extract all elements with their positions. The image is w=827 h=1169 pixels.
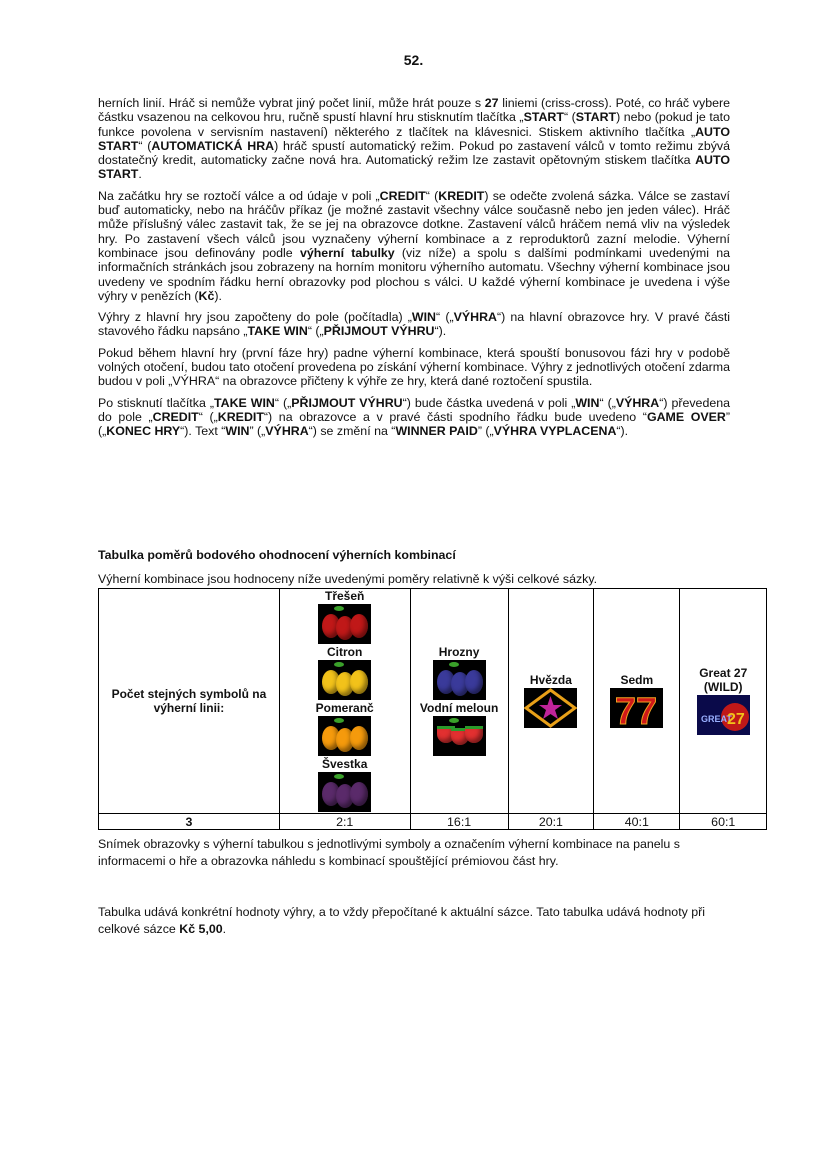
bold-text: KREDIT [438, 188, 485, 203]
bold-text: AUTOMATICKÁ HRA [151, 138, 275, 153]
text-run: “). [616, 424, 629, 439]
text-run: “ („ [198, 409, 218, 424]
text-run: “) bude částka uvedená v poli „ [402, 395, 576, 410]
bold-text: TAKE WIN [247, 324, 308, 339]
bold-text: WINNER PAID [395, 424, 478, 439]
svg-text:77: 77 [615, 691, 658, 728]
text-run: . [222, 922, 227, 936]
payout-ratio: 60:1 [680, 814, 767, 830]
hrozny-symbol-icon [433, 660, 486, 700]
text-run: ). [214, 288, 222, 303]
text-run: “) se změní na “ [308, 424, 396, 439]
note [98, 904, 738, 938]
payout-ratio: 2:1 [279, 814, 410, 830]
paragraph [98, 310, 730, 339]
text-run: Po stisknutí tlačítka „ [98, 395, 214, 410]
bold-text: KONEC HRY [106, 424, 181, 439]
bold-text: Kč [198, 288, 215, 303]
symbol-label: Třešeň [325, 589, 365, 603]
text-run: “ („ [307, 324, 324, 339]
symbol-count: 3 [99, 814, 280, 830]
symbol-cell [410, 589, 508, 814]
text-run: ) hráč spustí automatický režim. Pokud po zastavení válců v tomto režimu zbývá dostatečný kredit, automaticky začne nová hra. Automatický režim lze zastavit opětovným stiskem tlačítka [98, 138, 730, 168]
text-run: “). Text “ [180, 424, 226, 439]
section-title: Tabulka poměrů bodového ohodnocení výherních kombinací [98, 548, 456, 562]
symbol-label: Švestka [322, 757, 368, 771]
text-run: “ ( [563, 110, 576, 125]
text-run: ) nebo (pokud je tato funkce povolena v servisním nastavení) některého z tlačítek na klávesnici. Stiskem aktivního tlačítka „ [98, 110, 730, 139]
bold-text: CREDIT [379, 188, 426, 203]
bold-text: AUTO START [98, 153, 730, 182]
text-run: “ („ [436, 310, 454, 325]
text-run: “) převedena do pole „ [98, 395, 731, 424]
body-text [98, 96, 730, 446]
t-e-e--symbol-icon [318, 604, 371, 644]
text-run: herních linií. Hráč si nemůže vybrat jiný počet linií, může hrát pouze s [98, 96, 485, 110]
bold-text: WIN [411, 310, 437, 325]
bold-text: VÝHRA [265, 424, 309, 439]
text-run: “ ( [138, 138, 152, 153]
text-run: “ („ [274, 395, 292, 410]
bold-text: AUTO START [98, 124, 730, 153]
bold-text: Kč 5,00 [179, 922, 223, 936]
sedm-symbol-icon [610, 688, 663, 728]
bold-text: výherní tabulky [299, 245, 395, 260]
section-subtitle: Výherní kombinace jsou hodnoceny níže uvedenými poměry relativně k výši celkové sázky. [98, 572, 598, 586]
text-run: “ ( [425, 188, 439, 203]
bold-text: WIN [575, 395, 600, 410]
bold-text: TAKE WIN [213, 395, 275, 410]
bold-text: START [523, 110, 564, 125]
paragraph [98, 189, 730, 303]
text-run: “). [434, 324, 447, 339]
text-run: Na začátku hry se roztočí válce a od údaje v poli „ [98, 188, 380, 203]
symbol-cell [279, 589, 410, 814]
symbol-label: Citron [327, 645, 363, 659]
text-run: . [138, 167, 142, 182]
text-run: ” („ [477, 424, 494, 439]
svg-text:27: 27 [726, 711, 745, 728]
vodn-meloun-symbol-icon [433, 716, 486, 756]
symbol-cell [508, 589, 593, 814]
row-header-cell [99, 589, 280, 814]
text-run: Výhry z hlavní hry jsou započteny do pole (počítadla) „ [98, 310, 412, 325]
paragraph [98, 346, 730, 389]
text-run: (viz níže) a spolu s dalšími podmínkami uvedenými na informačních stránkách jsou zobrazeny na horním monitoru výherního automatu. Všechny výherní kombinace jsou uvedeny ve spodním řádku herní obrazovky pod plochou s válci. U každé výherní kombinace je uvedena i výše výhry v penězích ( [98, 245, 730, 303]
text-run: ” („ [249, 424, 266, 439]
text-run: ” („ [98, 409, 731, 439]
row-header: Počet stejných symbolů na výherní linii: [111, 687, 267, 715]
symbol-label: Hvězda [529, 673, 572, 687]
bold-text: WIN [225, 424, 250, 439]
-vestka-symbol-icon [318, 772, 371, 812]
symbol-label: Hrozny [438, 645, 480, 659]
payout-ratio: 16:1 [410, 814, 508, 830]
citron-symbol-icon [318, 660, 371, 700]
bold-text: START [575, 110, 617, 125]
bold-text: PŘIJMOUT VÝHRU [291, 395, 403, 410]
paragraph [98, 96, 730, 182]
hv-zda-symbol-icon [524, 688, 577, 728]
bold-text: VÝHRA [615, 395, 660, 410]
text-run: “) na hlavní obrazovce hry. V pravé části stavového řádku napsáno „ [98, 310, 731, 339]
paytable [98, 588, 767, 830]
symbol-cell [594, 589, 680, 814]
symbol-label: Vodní meloun [419, 701, 499, 715]
pomeran--symbol-icon [318, 716, 371, 756]
svg-text:GREAT: GREAT [700, 714, 732, 724]
symbol-cell [680, 589, 767, 814]
text-run: “ („ [599, 395, 616, 410]
text-run: liniemi (criss-cross). Poté, co hráč vybere částku vsazenou na celkovou hru, ručně spustí hlavní hru stisknutím tlačítka „ [98, 96, 730, 125]
symbol-label: Sedm [620, 673, 654, 687]
bold-text: 27 [484, 96, 499, 110]
paragraph [98, 396, 730, 439]
payout-ratio: 40:1 [594, 814, 680, 830]
caption: Snímek obrazovky s výherní tabulkou s jednotlivými symboly a označením výherní kombinace na panelu s informacemi o hře a obrazovka náhledu s kombinací spouštějící prémiovou část hry. [98, 837, 680, 868]
payout-ratio: 20:1 [508, 814, 593, 830]
bold-text: KREDIT [217, 409, 264, 424]
bold-text: VÝHRA [453, 310, 497, 325]
text-run: Pokud během hlavní hry (první fáze hry) padne výherní kombinace, která spouští bonusovou fázi hry v podobě volných otočení, budou tato otočení provedena po získání výherní kombinace. Výhry z jednotlivých otočení zdarma budou v poli „VÝHRA“ na obrazovce přičteny k výhře ze hry, která dané roztočení spustila. [98, 345, 730, 389]
text-run: Tabulka udává konkrétní hodnoty výhry, a to vždy přepočítané k aktuální sázce. Tato tabulka udává hodnoty při celkové sázce [98, 905, 706, 936]
text-run: ) se odečte zvolená sázka. Válce se zastaví buď automaticky, nebo na hráčův příkaz (je možné zastavit všechny válce současně nebo jen jeden válec). Hráč může příslušný válec zastavit tak, že se jej na obrazovce dotkne. Zastavení válců hráčem nemá vliv na výsledek hry. Po zastavení všech válců jsou vyznačeny výherní kombinace a z reproduktorů zazní melodie. Výherní kombinace jsou definovány podle [98, 188, 730, 260]
text-run: “) na obrazovce a v pravé části spodního řádku bude uvedeno “ [263, 409, 647, 424]
symbol-label: Great 27 (WILD) [699, 666, 748, 694]
bold-text: GAME OVER [646, 409, 726, 424]
symbol-label: Pomeranč [315, 701, 374, 715]
bold-text: PŘIJMOUT VÝHRU [323, 324, 435, 339]
bold-text: CREDIT [152, 409, 199, 424]
great-27-wild--symbol-icon [697, 695, 750, 735]
bold-text: VÝHRA VYPLACENA [493, 424, 617, 439]
page-number: 52. [403, 52, 424, 68]
